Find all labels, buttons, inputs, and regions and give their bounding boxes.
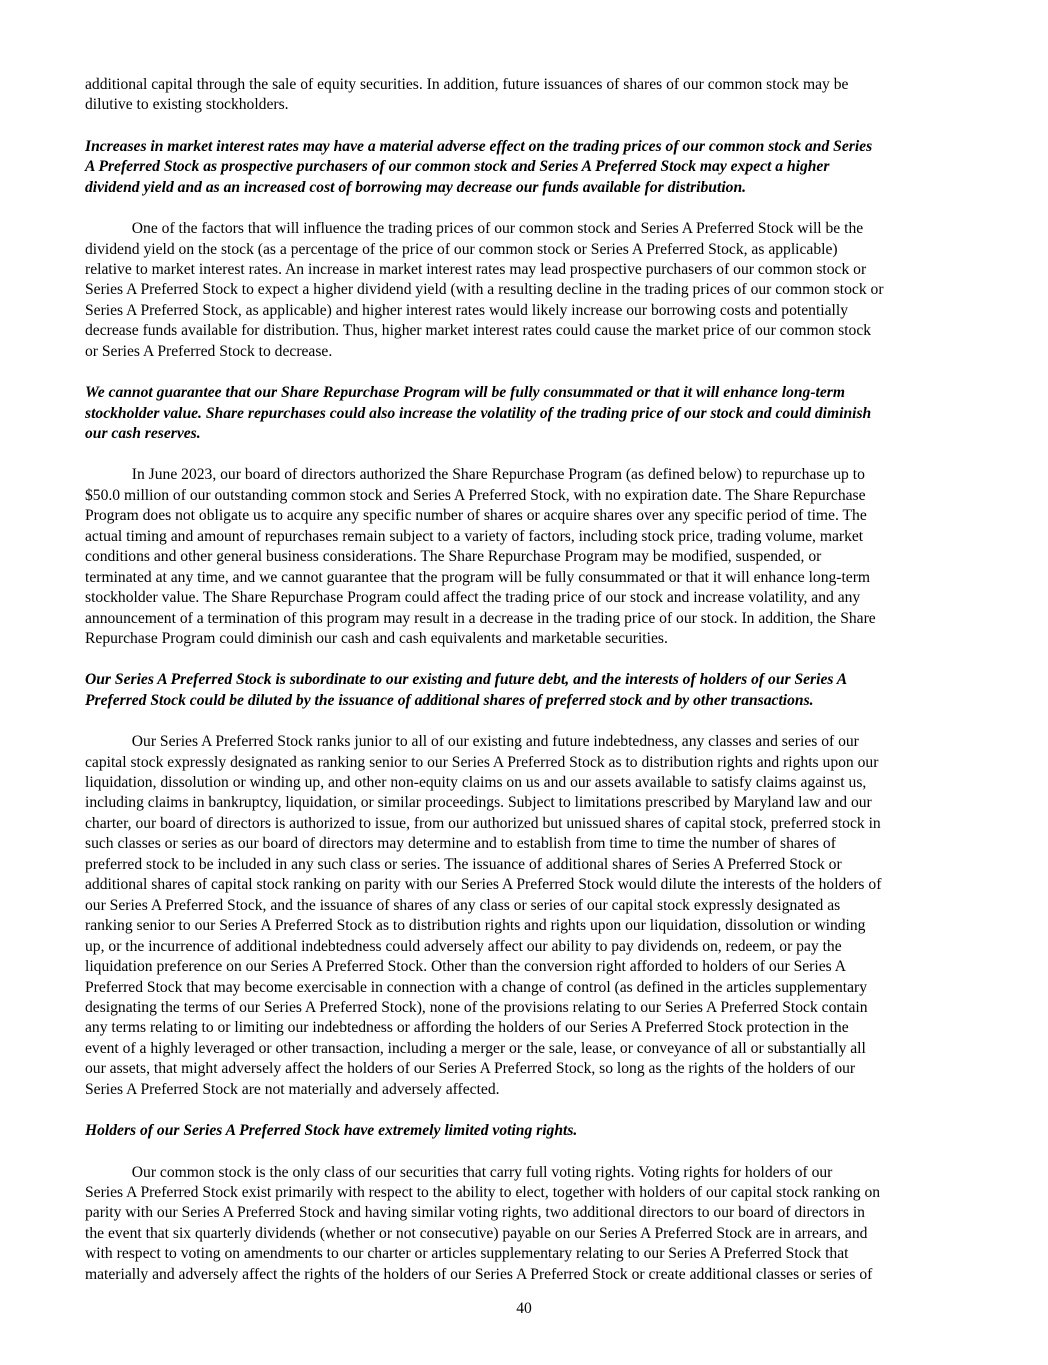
- paragraph-interest-rates: One of the factors that will influence the trading prices of our common stock and Series A Preferred Stock will be the dividend yield on the stock (as a percentage of the price of our common stock or Series A Preferred Stock, as applicable) relative to market interest rates. An increase in market interest rates may lead prospective purchasers of our common stock or Series A Preferred Stock to expect a higher dividend yield (with a resulting decline in the trading prices of our common stock or Series A Preferred Stock, as applicable) and higher interest rates would likely increase our borrowing costs and potentially decrease funds available for distribution. Thus, higher market interest rates could cause the market price of our common stock or Series A Preferred Stock to decrease.: [85, 220, 884, 360]
- paragraph-share-repurchase: In June 2023, our board of directors authorized the Share Repurchase Program (as defined below) to repurchase up to $50.0 million of our outstanding common stock and Series A Preferred Stock, with no expiration date. The Share Repurchase Program does not obligate us to acquire any specific number of shares or acquire shares over any specific period of time. The actual timing and amount of repurchases remain subject to a variety of factors, including stock price, trading volume, market conditions and other general business considerations. The Share Repurchase Program may be modified, suspended, or terminated at any time, and we cannot guarantee that the program will be fully consummated or that it will enhance long-term stockholder value. The Share Repurchase Program could affect the trading price of our stock and increase volatility, and any announcement of a termination of this program may result in a decrease in the trading price of our stock. In addition, the Share Repurchase Program could diminish our cash and cash equivalents and marketable securities.: [85, 466, 876, 647]
- paragraph-voting-rights: Our common stock is the only class of our securities that carry full voting rights. Voting rights for holders of our Series A Preferred Stock exist primarily with respect to the ability to elect, together with holders of our capital stock ranking on parity with our Series A Preferred Stock and having similar voting rights, two additional directors to our board of directors in the event that six quarterly dividends (whether or not consecutive) payable on our Series A Preferred Stock are in arrears, and with respect to voting on amendments to our charter or articles supplementary relating to our Series A Preferred Stock that materially and adversely affect the rights of the holders of our Series A Preferred Stock or create additional classes or series of: [85, 1163, 881, 1283]
- heading-subordinate: Our Series A Preferred Stock is subordinate to our existing and future debt, and the interests of holders of our Series A Preferred Stock could be diluted by the issuance of additional shares of preferred stock and by other transactions.: [85, 671, 848, 709]
- heading-voting-rights: Holders of our Series A Preferred Stock have extremely limited voting rights.: [85, 1122, 578, 1140]
- document-body: [85, 75, 975, 1306]
- heading-share-repurchase: We cannot guarantee that our Share Repurchase Program will be fully consummated or that it will enhance long-term stockholder value. Share repurchases could also increase the volatility of the trading price of our stock and could diminish our cash reserves.: [85, 384, 872, 443]
- paragraph-subordinate: Our Series A Preferred Stock ranks junior to all of our existing and future indebtedness, any classes and series of our capital stock expressly designated as ranking senior to our Series A Preferred Stock as to distribution rights and rights upon our liquidation, dissolution or winding up, and other non-equity claims on us and our assets available to satisfy claims against us, including claims in bankruptcy, liquidation, or similar proceedings. Subject to limitations prescribed by Maryland law and our charter, our board of directors is authorized to issue, from our authorized but unissued shares of capital stock, preferred stock in such classes or series as our board of directors may determine and to establish from time to time the number of shares of preferred stock to be included in any such class or series. The issuance of additional shares of Series A Preferred Stock or additional shares of capital stock ranking on parity with our Series A Preferred Stock would dilute the interests of the holders of our Series A Preferred Stock, and the issuance of shares of any class or series of our capital stock expressly designated as ranking senior to our Series A Preferred Stock as to distribution rights and rights upon our liquidation, dissolution or winding up, or the incurrence of additional indebtedness could adversely affect our ability to pay dividends on, redeem, or pay the liquidation preference on our Series A Preferred Stock. Other than the conversion right afforded to holders of our Series A Preferred Stock that may become exercisable in connection with a change of control (as defined in the articles supplementary designating the terms of our Series A Preferred Stock), none of the provisions relating to our Series A Preferred Stock contain any terms relating to or limiting our indebtedness or affording the holders of our Series A Preferred Stock protection in the event of a highly leveraged or other transaction, including a merger or the sale, lease, or conveyance of all or substantially all our assets, that might adversely affect the holders of our Series A Preferred Stock, so long as the rights of the holders of our Series A Preferred Stock are not materially and adversely affected.: [85, 733, 882, 1098]
- heading-interest-rates: Increases in market interest rates may have a material adverse effect on the trading prices of our common stock and Series A Preferred Stock as prospective purchasers of our common stock and Series A Preferred Stock may expect a higher dividend yield and as an increased cost of borrowing may decrease our funds available for distribution.: [85, 137, 873, 196]
- paragraph-continued: additional capital through the sale of equity securities. In addition, future issuances of shares of our common stock may be dilutive to existing stockholders.: [85, 76, 849, 114]
- page-number: 40: [516, 1300, 532, 1317]
